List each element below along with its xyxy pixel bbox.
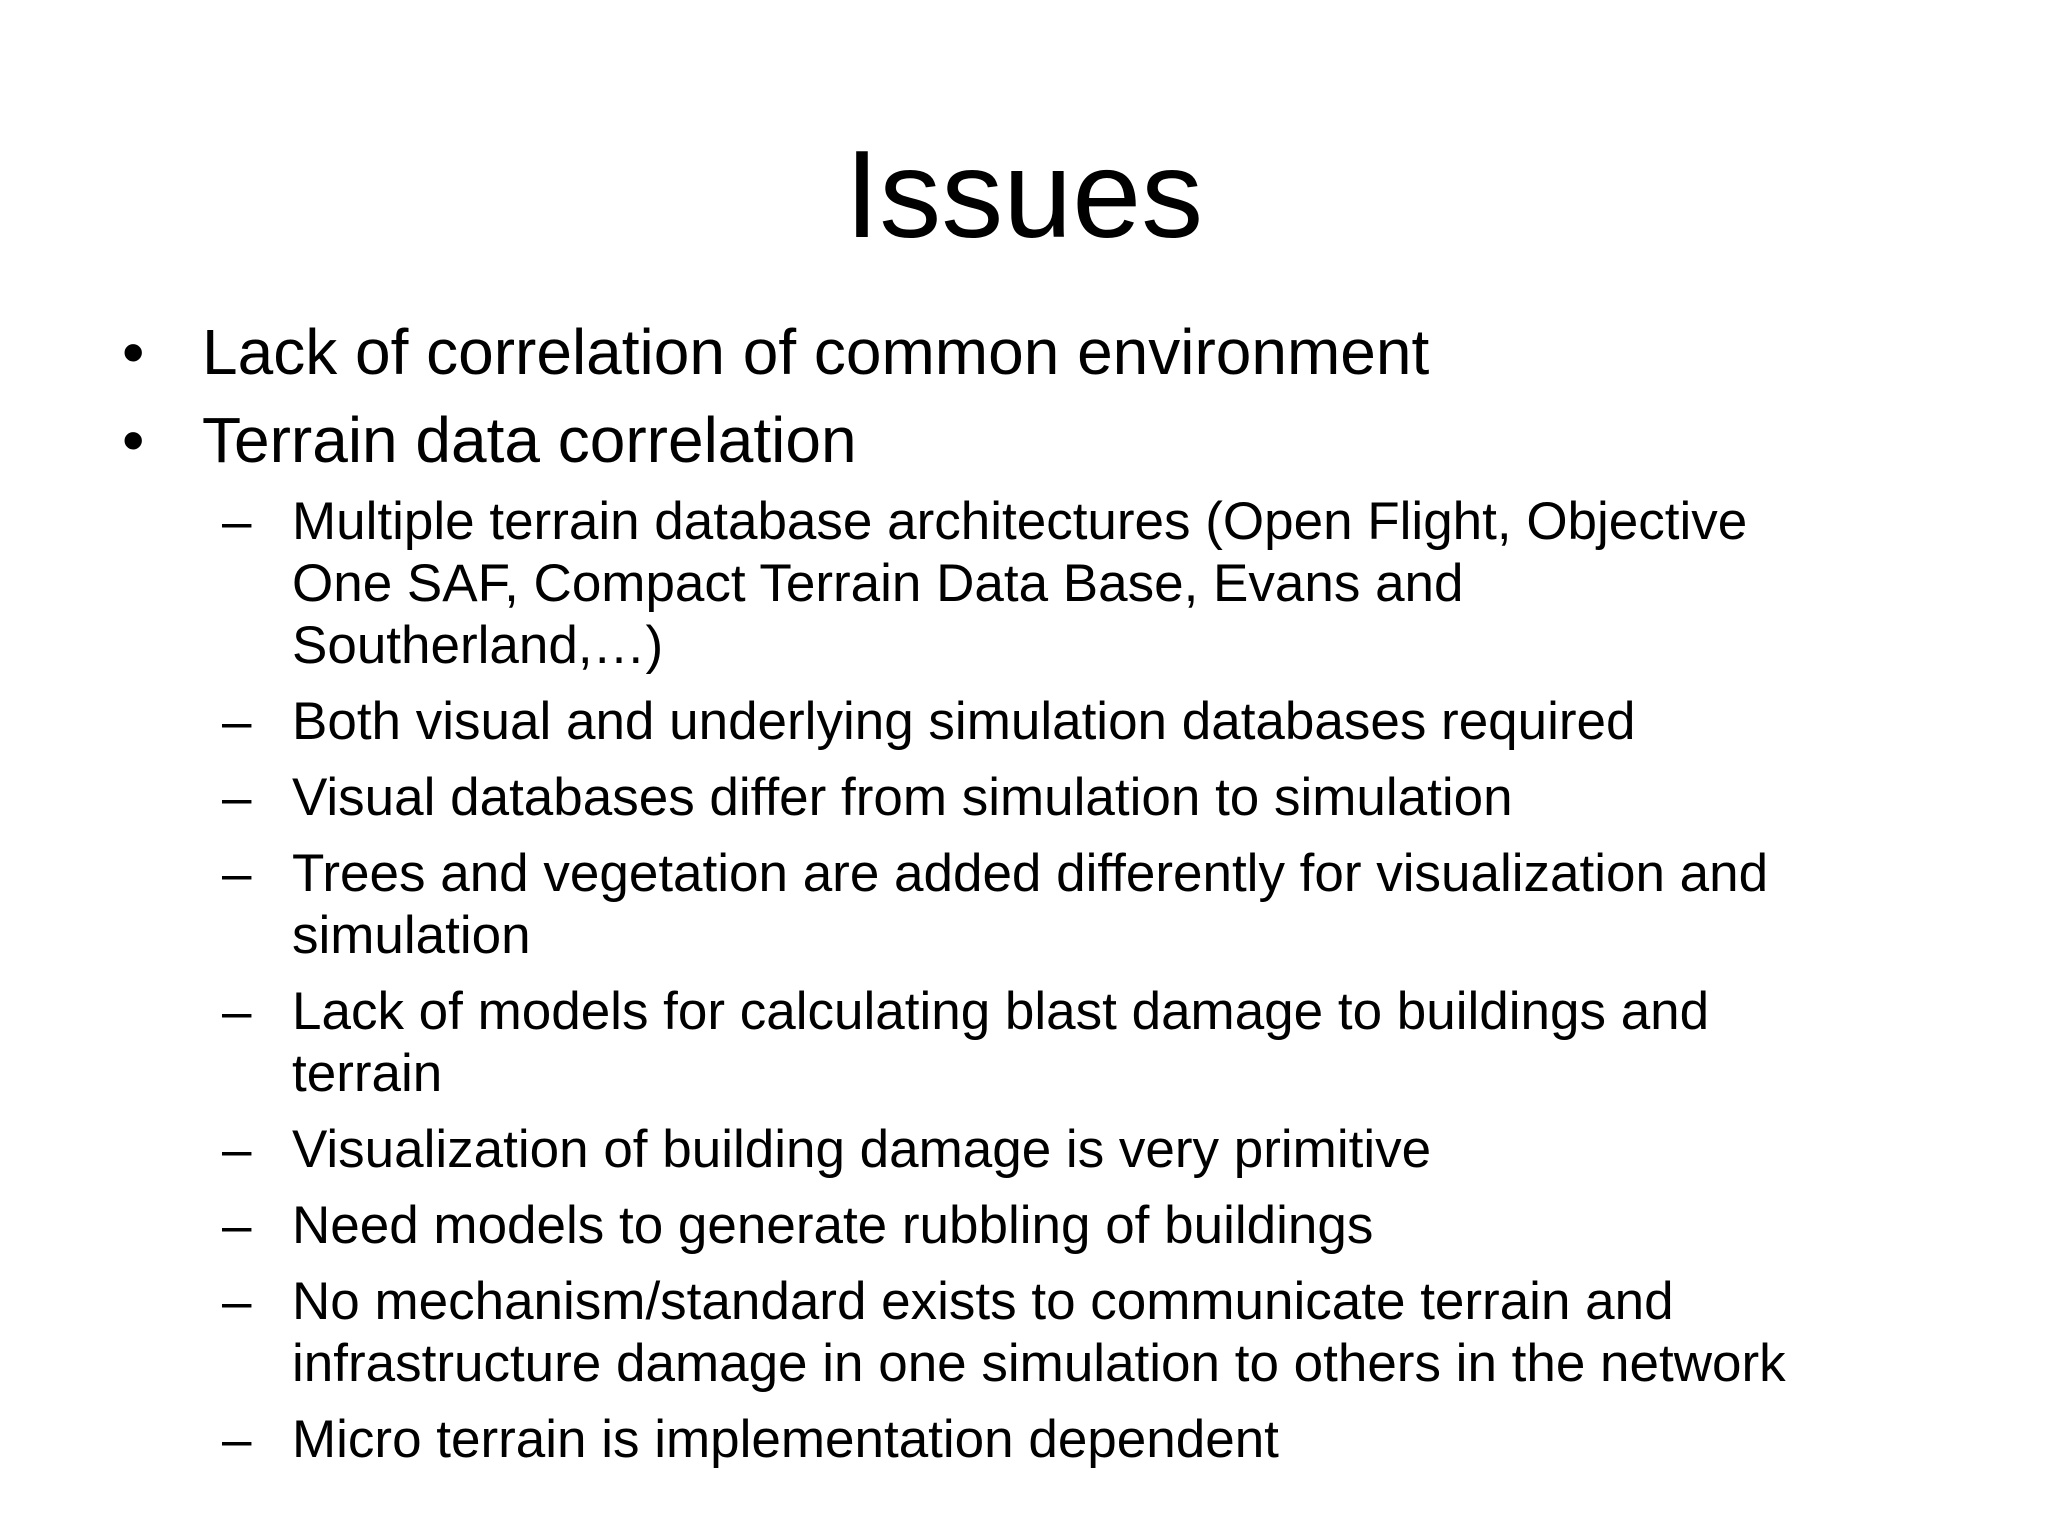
bullet-text: Lack of correlation of common environment [202,316,1430,388]
sub-bullet-text: Micro terrain is implementation dependent [292,1410,1279,1469]
sub-bullet-marker: – [222,692,252,751]
sub-bullet-marker: – [222,1410,252,1469]
sub-bullet-marker: – [222,492,252,551]
sub-bullet-marker: – [222,768,252,827]
bullet-text: Terrain data correlation [202,404,857,476]
sub-bullet-marker: – [222,982,252,1041]
bullet-marker: • [122,316,145,388]
sub-bullet-text: Lack of models for calculating blast damage to buildings and terrain [292,982,1710,1103]
sub-bullet-marker: – [222,844,252,903]
sub-bullet-text: Multiple terrain database architectures (Open Flight, Objective One SAF, Compact Terrain Data Base, Evans and Southerland,…) [292,492,1748,675]
sub-bullet-text: Visual databases differ from simulation to simulation [292,768,1513,827]
sub-bullet-text: Both visual and underlying simulation databases required [292,692,1636,751]
slide-title: Issues [844,126,1204,264]
sub-bullet-marker: – [222,1120,252,1179]
sub-bullet-text: No mechanism/standard exists to communicate terrain and infrastructure damage in one simulation to others in the network [292,1272,1786,1393]
sub-bullet-text: Trees and vegetation are added differently for visualization and simulation [292,844,1769,965]
sub-bullet-text: Visualization of building damage is very primitive [292,1120,1432,1179]
sub-bullet-marker: – [222,1272,252,1331]
sub-bullet-text: Need models to generate rubbling of buildings [292,1196,1374,1255]
bullet-marker: • [122,404,145,476]
sub-bullet-marker: – [222,1196,252,1255]
